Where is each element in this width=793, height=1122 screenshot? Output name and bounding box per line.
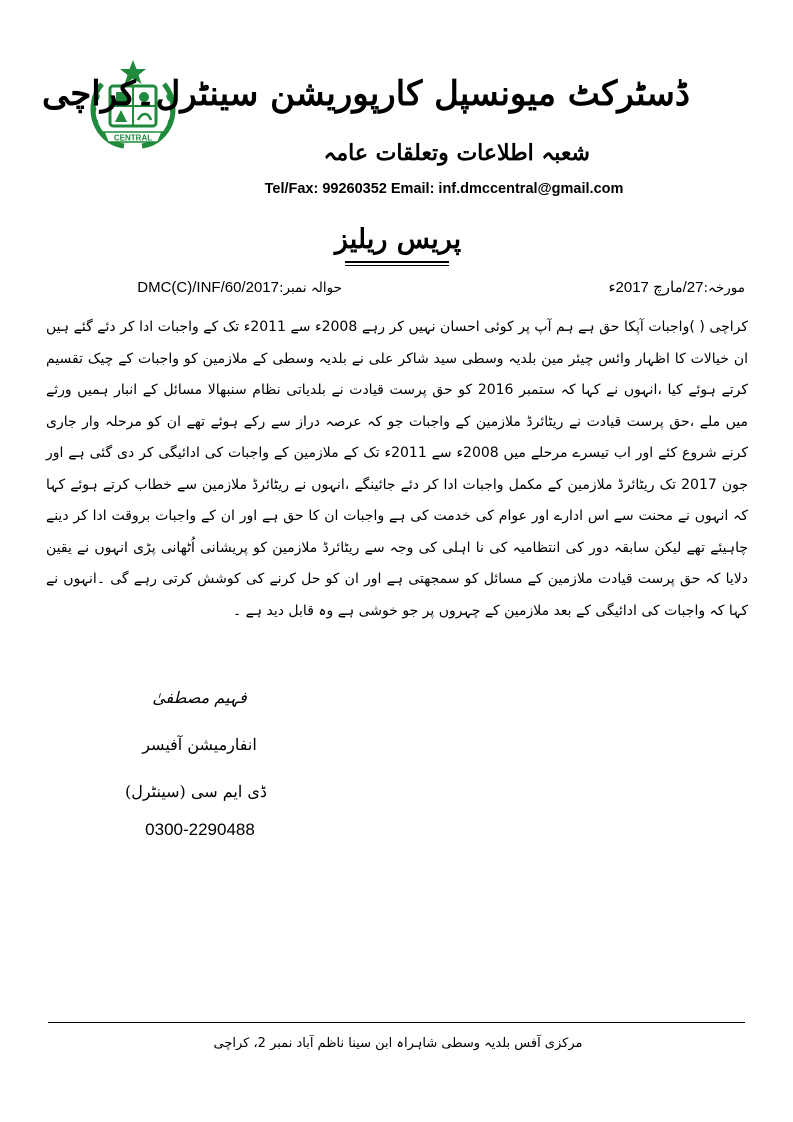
reference-value: DMC(C)/INF/60/2017 [137, 279, 279, 296]
contact-line: Tel/Fax: 99260352 Email: inf.dmccentral@gmail.com [264, 181, 624, 197]
date-value: 27/مارچ 2017ء [608, 279, 704, 296]
reference-label: حوالہ نمبر: [278, 280, 342, 296]
date-label: مورخہ: [703, 280, 745, 296]
signatory-name: فہیم مصطفیٰ [152, 688, 247, 707]
signatory-department: ڈی ایم سی (سینٹرل) [124, 782, 267, 801]
department-title: شعبہ اطلاعات وتعلقات عامہ [323, 140, 590, 166]
logo-text: CENTRAL [113, 133, 153, 143]
signatory-designation: انفارمیشن آفیسر [142, 735, 257, 754]
press-release-body: کراچی ( )واجبات آپکا حق ہے ہم آپ پر کوئی احسان نہیں کر رہے 2008ء سے 2011ء تک کے واجبات ادا کر دئے گئے ہیں ان خیالات کا اظہار وائس چیئر مین بلدیہ وسطی سید شاکر علی نے بلدیہ وسطی کے ملازمین کو واجبات کے چیک تقسیم کرتے ہوئے کیا ،انہوں نے کہا کہ ستمبر 2016 کو حق پرست قیادت نے بلدیاتی نظام سنبھالا مسائل کے انبار ہمیں ورثے میں ملے ،حق پرست قیادت نے ریٹائرڈ ملازمین کے واجبات جو کہ عرصہ دراز سے رکے ہوئے تھے ان کو مرحلہ وار جاری کرنے شروع کئے اور اب تیسرے مرحلے میں 2008ء سے 2011ء تک کے ملازمین کے واجبات کی ادائیگی کر دی گئی ہے اور جون 2017 تک ریٹائرڈ ملازمین کے مکمل واجبات ادا کر دئے جائینگے ،انہوں نے ریٹائرڈ ملازمین سے خطاب کرتے ہوئے کہا کہ انہوں نے محنت سے اس ادارے اور عوام کی خدمت کی ہے واجبات ان کا حق ہے اور ان کے واجبات بروقت ادا کر دینے چاہیئے تھے لیکن سابقہ دور کی انتظامیہ کی نا اہلی کی وجہ سے ریٹائرڈ ملازمین کو پریشانی اُٹھانی پڑی انہوں نے یقین دلایا کہ حق پرست قیادت ملازمین کے مسائل کو سمجھتی ہے اور ان کو حل کرنے کی کوشش کرتی رہے گی ۔انہوں نے کہا کہ واجبات کی ادائیگی کے بعد ملازمین کے چہروں پر جو خوشی ہے وہ قابل دید ہے ۔ [46, 319, 748, 619]
heading-underline-thin [345, 265, 449, 266]
organization-title: ڈسٹرکٹ میونسپل کارپوریشن سینٹرل۔کراچی [41, 74, 690, 114]
footer-divider [48, 1022, 745, 1023]
heading-underline [345, 261, 449, 263]
footer-address: مرکزی آفس بلدیہ وسطی شاہراہ ابن سینا ناظم آباد نمبر 2، کراچی [213, 1036, 583, 1051]
press-release-heading: پریس ریلیز [334, 224, 462, 255]
signatory-phone: 0300-2290488 [145, 820, 255, 839]
reference-number [72, 278, 342, 298]
document-date [450, 278, 745, 298]
